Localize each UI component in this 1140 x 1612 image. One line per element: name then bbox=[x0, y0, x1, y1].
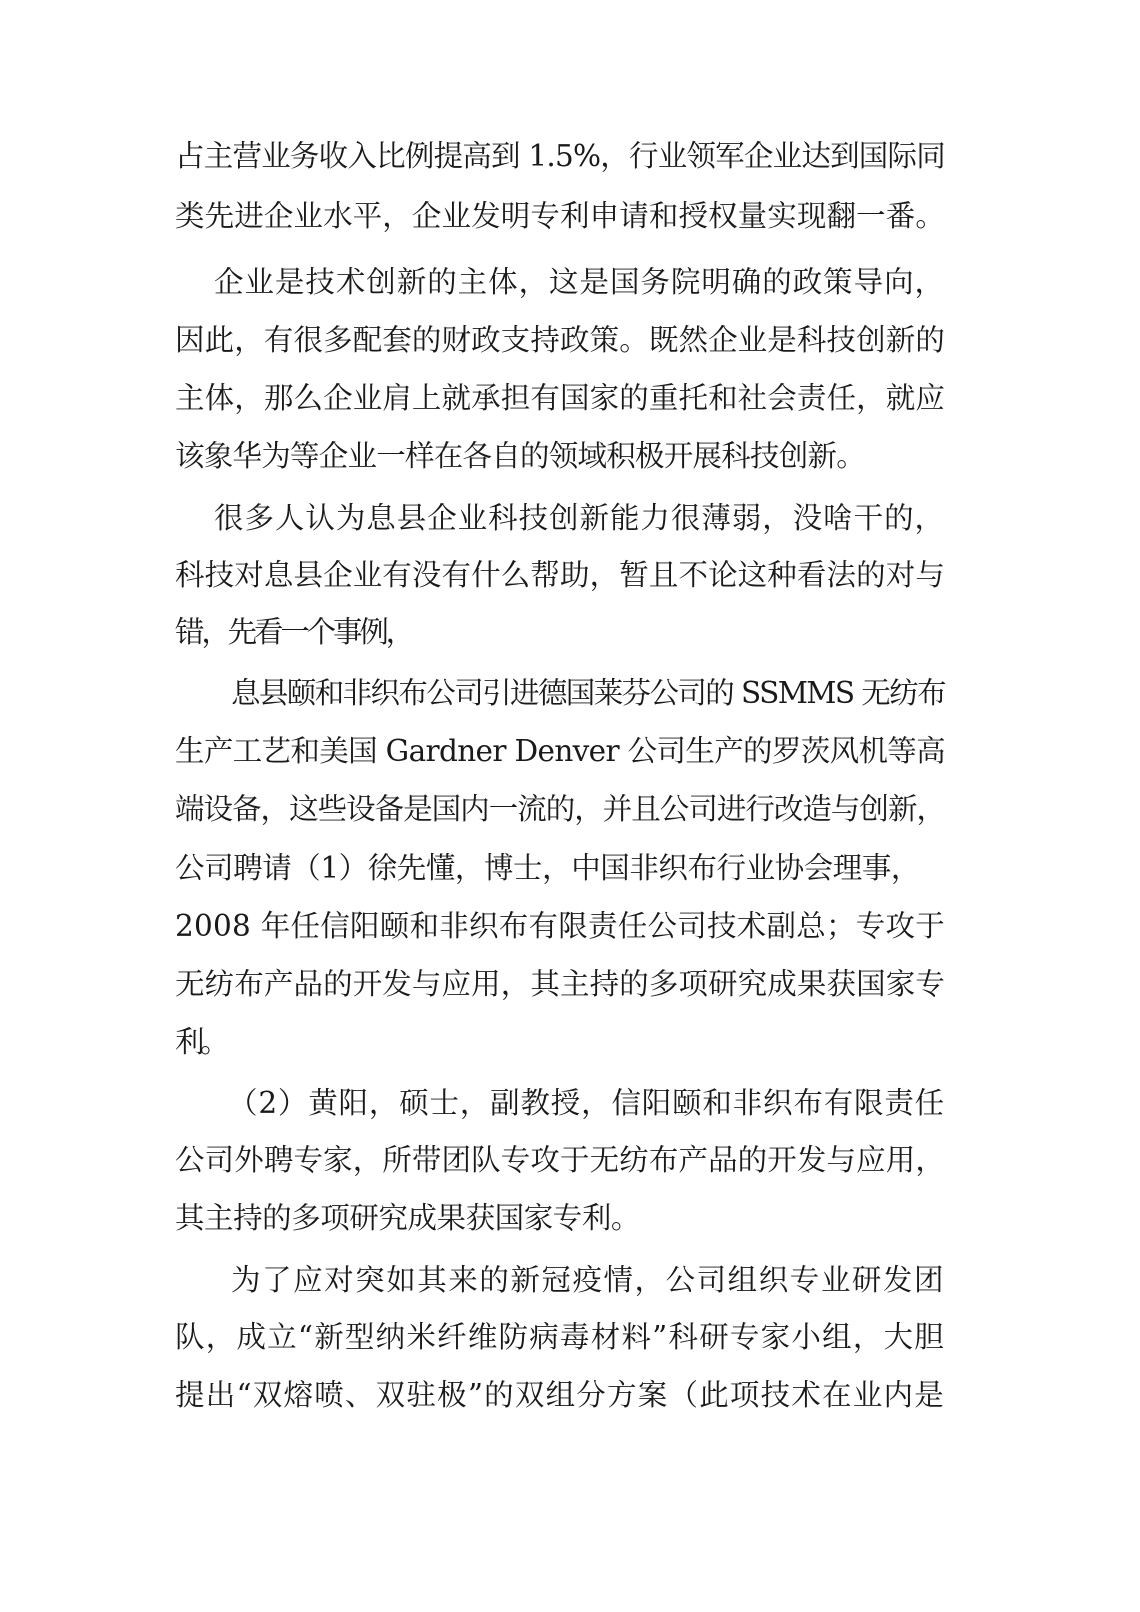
text-line: 提出“双熔喷、双驻极”的双组分方案（此项技术在业内是 bbox=[175, 1378, 945, 1412]
text-line: 类先进企业水平，企业发明专利申请和授权量实现翻一番。 bbox=[175, 199, 945, 233]
text-line: 无纺布产品的开发与应用，其主持的多项研究成果获国家专 bbox=[175, 967, 945, 1001]
text-line: （2）黄阳，硕士，副教授，信阳颐和非织布有限责任 bbox=[228, 1086, 945, 1120]
text-line: 企业是技术创新的主体，这是国务院明确的政策导向， bbox=[214, 265, 945, 299]
text-line: 错，先看一个事例， bbox=[175, 615, 412, 649]
text-line: 公司聘请（1）徐先懂，博士，中国非织布行业协会理事， bbox=[175, 851, 920, 885]
text-line: 生产工艺和美国 Gardner Denver 公司生产的罗茨风机等高 bbox=[175, 734, 945, 768]
text-line: 为了应对突如其来的新冠疫情，公司组织专业研发团 bbox=[231, 1263, 945, 1297]
text-line: 因此，有很多配套的财政支持政策。既然企业是科技创新的 bbox=[175, 323, 945, 357]
text-line: 端设备，这些设备是国内一流的，并且公司进行改造与创新， bbox=[175, 792, 945, 826]
text-line: 很多人认为息县企业科技创新能力很薄弱，没啥干的， bbox=[214, 501, 945, 535]
text-line: 其主持的多项研究成果获国家专利。 bbox=[175, 1201, 640, 1235]
text-line: 息县颐和非织布公司引进德国莱芬公司的 SSMMS 无纺布 bbox=[231, 676, 945, 710]
text-line: 队，成立“新型纳米纤维防病毒材料”科研专家小组，大胆 bbox=[175, 1320, 945, 1354]
text-line: 占主营业务收入比例提高到 1.5%，行业领军企业达到国际同 bbox=[175, 139, 945, 173]
text-line: 科技对息县企业有没有什么帮助，暂且不论这种看法的对与 bbox=[175, 558, 945, 592]
text-line: 该象华为等企业一样在各自的领域积极开展科技创新。 bbox=[175, 439, 865, 473]
text-line: 主体，那么企业肩上就承担有国家的重托和社会责任，就应 bbox=[175, 381, 945, 415]
text-line: 利。 bbox=[175, 1025, 225, 1059]
text-line: 公司外聘专家，所带团队专攻于无纺布产品的开发与应用， bbox=[175, 1143, 945, 1177]
text-line: 2008 年任信阳颐和非织布有限责任公司技术副总；专攻于 bbox=[175, 909, 945, 943]
